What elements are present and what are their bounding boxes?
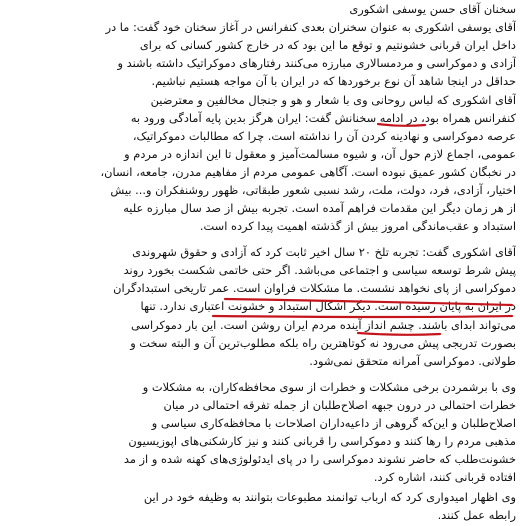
text-line: وی با برشمردن برخی مشکلات و خطرات از سوی محافظه‌کاران، به مشکلات و: [142, 380, 516, 394]
text-line: از هر زمان دیگر این مقدمات فراهم آمده است. تجربه بیش از صد سال مبارزه علیه: [123, 201, 516, 215]
text-line: طولانی. دموکراسی آمرانه متحقق نمی‌شود.: [309, 354, 516, 368]
article-title: سخنان آقای حسن یوسفی اشکوری: [349, 2, 516, 16]
text-line: پیش شرط توسعه سیاسی و اجتماعی می‌باشد. اگر حتی خاتمی شکست بخورد روند: [123, 263, 516, 277]
text-line: می‌تواند ابدای باشند. چشم انداز آینده مردم ایران روشن است. این بار دموکراسی: [130, 318, 516, 332]
text-line: اصلاح‌طلبان و این‌که گروهی از داعیه‌داران اصلاحات با محافظه‌کاری سیاسی و: [151, 416, 516, 430]
text-line: خطرات احتمالی در درون جبهه اصلاح‌طلبان از جمله تفرقه احتمالی در میان: [163, 398, 516, 412]
text-line: آقای اشکوری گفت: تجربه تلخ ۲۰ سال اخیر ثابت کرد که آزادی و حقوق شهروندی: [132, 245, 516, 259]
text-line: داخل ایران قربانی خشونتیم و توقع ما این بود که در خارج کشور کسانی که برای: [139, 38, 516, 52]
text-line: وی اظهار امیدواری کرد که ارباب توانمند مطبوعات بتوانند به وظیفه خود در این: [143, 490, 516, 504]
text-line: در نخبگان کشور عمیق نبوده است. آگاهی عمومی مردم از مفاهیم مدرن، جامعه، انسان،: [100, 165, 516, 179]
text-line: بصورت تدریجی پیش می‌رود نه کوتاهترین راه بلکه مطلوب‌ترین آن و البته سخت و: [130, 336, 516, 350]
text-line: در ایران به پایان رسیده است. دیگر اشکال استبداد و خشونت اعتباری ندارد. تنها: [140, 299, 516, 313]
text-line: آقای یوسفی اشکوری به عنوان سخنران بعدی کنفرانس در آغاز سخنان خود گفت: ما در: [105, 20, 516, 34]
text-line: عمومی، اجماع لازم حول آن، و شیوه مسالمت‌آمیز و معقول تا این اندازه در مردم و: [124, 147, 516, 161]
document-page: [2, 0, 516, 526]
text-line: استبداد و عقب‌ماندگی امروز بیش از گذشته اهمیت پیدا کرده است.: [199, 219, 516, 233]
text-line: آقای اشکوری که لباس روحانی وی با شعار و هو و جنجال مخالفین و معترضین: [150, 93, 516, 107]
text-line: عرصه دموکراسی و نهادینه کردن آن را نداشته است. چرا که مطالبات دموکراتیک،: [132, 129, 516, 143]
text-line: کنفرانس همراه بود، در ادامه سخنانش گفت: ایران هرگز بدین پایه آمادگی ورود به: [130, 111, 516, 125]
text-line: دموکراسی از پای نخواهد نشست. ما مشکلات فراوان است. عمر تاریخی استبدادگران: [113, 281, 516, 295]
text-line: حداقل در اینجا شاهد آن نوع برخوردها که در ایران با آن مواجه هستیم نباشیم.: [151, 74, 516, 88]
text-line: افتاده قربانی کنند، اشاره کرد.: [373, 470, 516, 484]
text-line: خشونت‌طلب که حاضر نشوند دموکراسی را در پای ایدئولوژی‌های کهنه شده و از مد: [123, 452, 516, 466]
text-line: رابطه عمل کنند.: [437, 508, 516, 522]
text-line: آزادی و دموکراسی و مردمسالاری مبارزه می‌کنند رفتارهای دموکراتیک داشته باشند و: [117, 56, 516, 70]
text-line: اختیار، آزادی، فرد، دولت، ملت، رشد نسبی شعور طبقاتی، ظهور روشنفکران و... بیش: [110, 183, 516, 197]
text-line: مذهبی مردم را رها کنند و دموکراسی را قربانی کنند و نیز کارشکنی‌های اپوزیسیون: [128, 434, 516, 448]
